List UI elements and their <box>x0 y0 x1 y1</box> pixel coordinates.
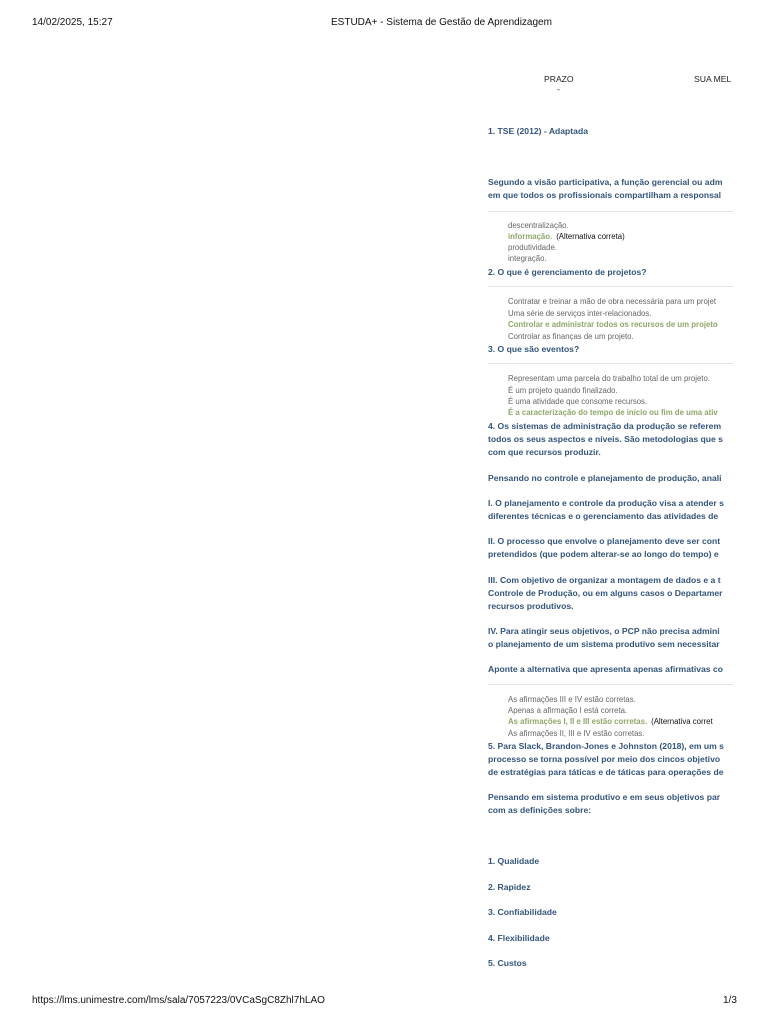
question-5-intro-line-2: processo se torna possível por meio dos cincos objetivo <box>488 754 721 764</box>
print-url: https://lms.unimestre.com/lms/sala/7057223/0VCaSgC8Zhl7hLAO <box>32 995 325 1006</box>
print-page-number: 1/3 <box>723 995 737 1006</box>
q5-item-reliability: 3. Confiabilidade <box>488 907 557 917</box>
print-datetime: 14/02/2025, 15:27 <box>32 17 113 28</box>
q1-option-a: descentralização. <box>508 221 569 230</box>
question-5-prompt-line-1: Pensando em sistema produtivo e em seus objetivos par <box>488 792 721 802</box>
q5-item-quality: 1. Qualidade <box>488 856 540 866</box>
divider <box>488 211 733 212</box>
q4-option-c-correct: As afirmações I, II e III estão corretas. (Alternativa corret <box>508 717 713 726</box>
question-4-intro-line-1: 4. Os sistemas de administração da produção se referem <box>488 421 722 431</box>
statement-1-line-1: I. O planejamento e controle da produção visa a atender s <box>488 498 724 508</box>
statement-2-line-2: pretendidos (que podem alterar-se ao longo do tempo) e <box>488 549 719 559</box>
question-5-intro-line-3: de estratégias para táticas e de táticas para operações de <box>488 767 724 777</box>
q3-option-d-correct: É a caracterização do tempo de início ou fim de uma ativ <box>508 408 718 417</box>
q4-option-b: Apenas a afirmação I está correta. <box>508 706 628 715</box>
q4-option-a: As afirmações III e IV estão corretas. <box>508 695 636 704</box>
q2-option-d: Controlar as finanças de um projeto. <box>508 332 634 341</box>
question-5-prompt-line-2: com as definições sobre: <box>488 805 592 815</box>
correct-answer-tag: (Alternativa corret <box>651 717 713 726</box>
prazo-label: PRAZO <box>544 74 574 84</box>
statement-3-line-3: recursos produtivos. <box>488 601 574 611</box>
statement-3-line-2: Controle de Produção, ou em alguns casos o Departamer <box>488 588 723 598</box>
statement-1-line-2: diferentes técnicas e o gerenciamento das atividades de <box>488 511 719 521</box>
question-3-title: 3. O que são eventos? <box>488 344 580 354</box>
question-4-prompt: Pensando no controle e planejamento de produção, anali <box>488 473 722 483</box>
statement-4-line-1: IV. Para atingir seus objetivos, o PCP não precisa admini <box>488 626 720 636</box>
divider <box>488 684 733 685</box>
q3-option-a: Representam uma parcela do trabalho total de um projeto. <box>508 374 710 383</box>
statement-3-line-1: III. Com objetivo de organizar a montagem de dados e a t <box>488 575 721 585</box>
question-1-text-line-2: em que todos os profissionais compartilham a responsal <box>488 190 722 200</box>
correct-answer-tag: (Alternativa correta) <box>556 232 625 241</box>
statement-4-line-2: o planejamento de um sistema produtivo sem necessitar <box>488 639 720 649</box>
q1-option-d: integração. <box>508 254 547 263</box>
question-4-intro-line-3: com que recursos produzir. <box>488 447 601 457</box>
q1-option-c: produtividade. <box>508 243 557 252</box>
best-score-label: SUA MEL <box>694 74 732 84</box>
question-4-ask: Aponte a alternativa que apresenta apenas afirmativas co <box>488 664 723 674</box>
q2-option-c-correct: Controlar e administrar todos os recursos de um projeto <box>508 320 718 329</box>
divider <box>488 363 733 364</box>
question-1-source: 1. TSE (2012) - Adaptada <box>488 126 588 136</box>
q5-item-speed: 2. Rapidez <box>488 882 531 892</box>
q3-option-c: É uma atividade que consome recursos. <box>508 397 648 406</box>
q1-option-b-correct: informação. (Alternativa correta) <box>508 232 625 241</box>
q5-item-flexibility: 4. Flexibilidade <box>488 933 550 943</box>
q4-option-d: As afirmações II, III e IV estão corretas. <box>508 729 645 738</box>
statement-2-line-1: II. O processo que envolve o planejamento deve ser cont <box>488 536 721 546</box>
q2-option-b: Uma série de serviços inter-relacionados. <box>508 309 652 318</box>
print-page-title: ESTUDA+ - Sistema de Gestão de Aprendizagem <box>331 17 552 28</box>
exam-content <box>488 0 733 1024</box>
question-1-text-line-1: Segundo a visão participativa, a função gerencial ou adm <box>488 177 723 187</box>
question-4-intro-line-2: todos os seus aspectos e níveis. São metodologias que s <box>488 434 723 444</box>
question-5-intro-line-1: 5. Para Slack, Brandon-Jones e Johnston (2018), em um s <box>488 741 724 751</box>
divider <box>488 286 733 287</box>
q2-option-a: Contratar e treinar a mão de obra necessária para um projet <box>508 297 717 306</box>
q5-item-costs: 5. Custos <box>488 958 527 968</box>
question-2-title: 2. O que é gerenciamento de projetos? <box>488 267 647 277</box>
q3-option-b: É um projeto quando finalizado. <box>508 386 618 395</box>
prazo-value: - <box>557 84 560 94</box>
